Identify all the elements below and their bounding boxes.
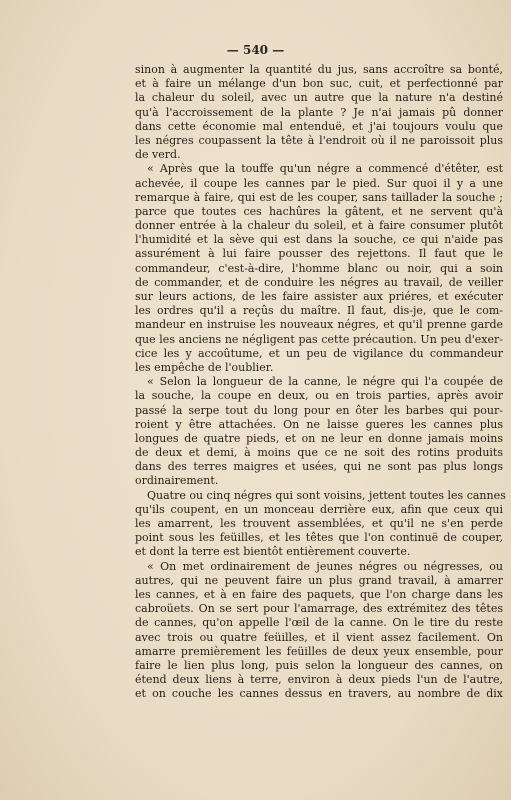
text-line: dans des terres maigres et usées, qui ne sont pas plus longs [135, 460, 503, 474]
text-line: avec trois ou quatre feüilles, et il vient assez facilement. On [135, 630, 503, 644]
text-line: remarque à faire, qui est de les couper, sans taillader la souche ; [135, 190, 503, 204]
text-line: « On met ordinairement de jeunes négres ou négresses, ou [147, 559, 503, 573]
text-line: Quatre ou cinq négres qui sont voisins, jettent toutes les cannes [147, 488, 506, 502]
text-line: et on couche les cannes dessus en travers, au nombre de dix [135, 687, 503, 701]
text-line: qu'ils coupent, en un monceau derrière eux, afin que ceux qui [135, 502, 503, 516]
text-line: dans cette économie mal entenduë, et j'ai toujours voulu que [135, 119, 503, 133]
text-line: passé la serpe tout du long pour en ôter les barbes qui pour- [135, 403, 503, 417]
text-line: autres, qui ne peuvent faire un plus grand travail, à amarrer [135, 573, 503, 587]
paragraph [135, 63, 503, 162]
text-line: « Après que la touffe qu'un négre a commencé d'étêter, est [147, 162, 503, 176]
text-line: les empêche de l'oublier. [135, 360, 274, 374]
text-line: longues de quatre pieds, et on ne leur en donne jamais moins [135, 431, 503, 445]
text-line: sur leurs actions, de les faire assister aux priéres, et exécuter [135, 290, 503, 303]
text-line: de commander, et de conduire les négres au travail, de veiller [135, 275, 503, 289]
text-line: commandeur, c'est-à-dire, l'homme blanc ou noir, qui a soin [135, 261, 503, 275]
paragraph [135, 560, 503, 702]
paragraph [135, 162, 503, 375]
text-line: l'humidité et la sève qui est dans la souche, ce qui n'aide pas [135, 233, 503, 247]
text-line: parce que toutes ces hachûres la gâtent, et ne servent qu'à [135, 204, 503, 218]
text-line: les cannes, et à en faire des paquets, que l'on charge dans les [135, 587, 503, 601]
text-line: étend deux liens à terre, environ à deux pieds l'un de l'autre, [135, 673, 503, 687]
text-line: amarre premièrement les feüilles de deux yeux ensemble, pour [135, 644, 503, 658]
text-line: la chaleur du soleil, avec un autre que la nature n'a destiné [135, 91, 503, 105]
text-line: achevée, il coupe les cannes par le pied. Sur quoi il y a une [135, 176, 503, 190]
text-line: roient y être attachées. On ne laisse gueres les cannes plus [135, 417, 503, 431]
text-line: cabroüets. On se sert pour l'amarrage, des extrémitez des têtes [135, 602, 503, 616]
text-line: et à faire un mélange d'un bon suc, cuit, et perfectionné par [135, 77, 503, 91]
paragraph [135, 488, 506, 560]
text-line: donner entrée à la chaleur du soleil, et à faire consumer plutôt [135, 219, 503, 233]
text-line: assurément à lui faire pousser des rejettons. Il faut que le [135, 247, 503, 261]
text-line: sinon à augmenter la quantité du jus, sans accroître sa bonté, [135, 63, 503, 76]
text-line: point sous les feüilles, et les têtes que l'on continuë de couper, [135, 531, 503, 545]
text-line: de deux et demi, à moins que ce ne soit des rotins produits [135, 446, 503, 460]
text-line: les amarrent, les trouvent assemblées, et qu'il ne s'en perde [135, 517, 503, 530]
text-line: les négres coupassent la tête à l'endroit où il ne paroissoit plus [135, 133, 503, 147]
text-line: de cannes, qu'on appelle l'œil de la canne. On le tire du reste [135, 616, 503, 630]
body-text [135, 63, 506, 701]
text-line: mandeur en instruise les nouveaux négres, et qu'il prenne garde [135, 318, 503, 332]
text-line: qu'à l'accroissement de la plante ? Je n'ai jamais pû donner [135, 105, 503, 119]
text-line: que les anciens ne négligent pas cette précaution. Un peu d'exer- [135, 332, 503, 346]
text-line: les ordres qu'il a reçûs du maître. Il faut, dis-je, que le com- [135, 304, 503, 318]
text-line: ordinairement. [135, 474, 219, 488]
paragraph [135, 375, 503, 489]
text-line: la souche, la coupe en deux, ou en trois parties, après avoir [135, 389, 503, 403]
text-line: de verd. [135, 148, 181, 162]
text-line: cice les y accoûtume, et un peu de vigilance du commandeur [135, 346, 503, 360]
text-line: et dont la terre est bientôt entièrement couverte. [135, 545, 411, 559]
page-number: — 540 — [226, 43, 285, 57]
text-line: faire le lien plus long, puis selon la longueur des cannes, on [135, 658, 503, 672]
text-line: « Selon la longueur de la canne, le négre qui l'a coupée de [147, 375, 503, 389]
